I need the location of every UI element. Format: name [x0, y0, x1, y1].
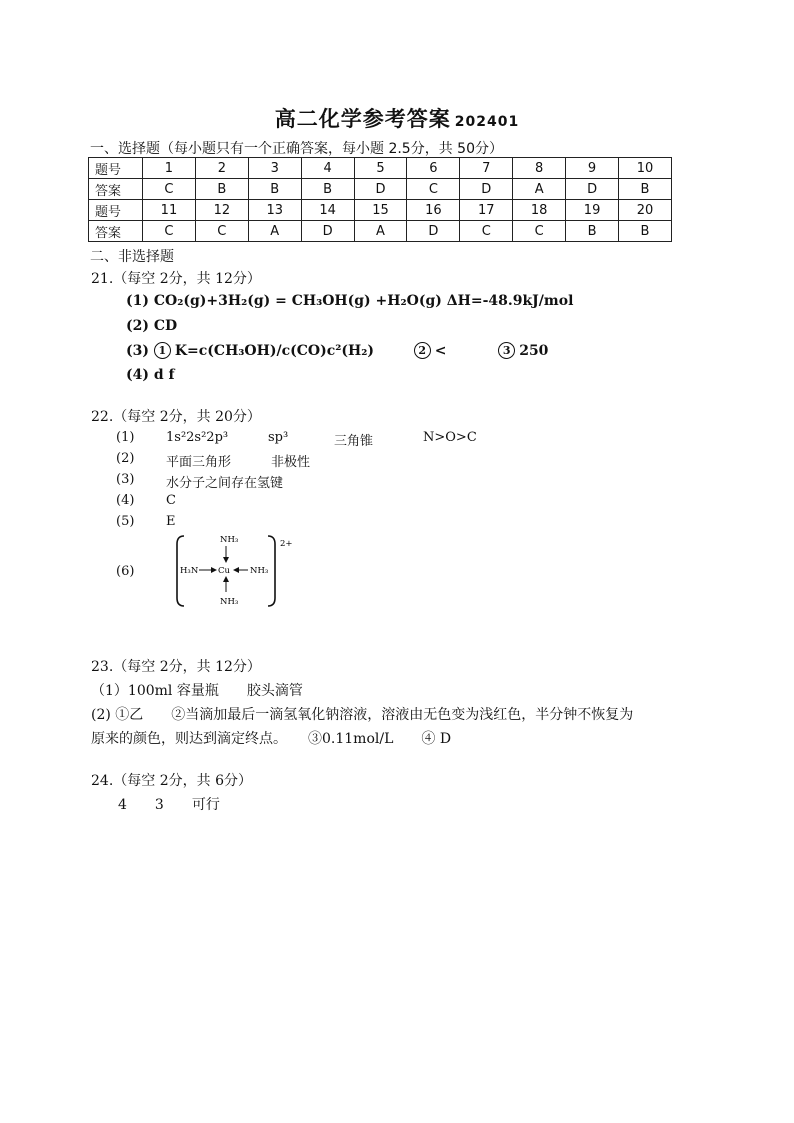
table-cell: C	[143, 221, 196, 242]
q22-item-3-reason: 水分子之间存在氢键	[166, 476, 284, 491]
table-cell: B	[301, 179, 354, 200]
q22-item-1-hybrid: sp³	[268, 430, 289, 445]
q24-heading: 24.（每空 2分，共 6分）	[91, 773, 252, 789]
table-cell: 4	[301, 158, 354, 179]
q21-answer-4: (4) d f	[126, 367, 175, 383]
table-cell: D	[407, 221, 460, 242]
q23-heading: 23.（每空 2分，共 12分）	[91, 659, 261, 675]
table-cell: 20	[619, 200, 672, 221]
table-cell: 16	[407, 200, 460, 221]
q22-item-4-answer: C	[166, 493, 176, 508]
q22-item-1-number: (1)	[116, 430, 135, 445]
q22-item-4	[116, 493, 176, 508]
circle-number-2: 2	[414, 342, 431, 359]
part1-heading: 一、选择题（每小题只有一个正确答案，每小题 2.5分，共 50分）	[90, 141, 503, 157]
q21-answer-1: (1) CO₂(g)+3H₂(g) = CH₃OH(g) +H₂O(g) ΔH=-48.9kJ/mol	[126, 293, 574, 309]
table-cell: 10	[619, 158, 672, 179]
table-row-header: 题号	[89, 158, 143, 179]
q21-answer-3-2: <	[434, 343, 447, 359]
right-bracket	[268, 536, 275, 606]
table-cell: 18	[513, 200, 566, 221]
table-cell: D	[566, 179, 619, 200]
q22-item-4-number: (4)	[116, 493, 135, 508]
table-cell: C	[143, 179, 196, 200]
table-cell: 6	[407, 158, 460, 179]
q23-answer-2-line-1: (2) ①乙 ②当滴加最后一滴氢氧化钠溶液，溶液由无色变为浅红色，半分钟不恢复为	[91, 707, 634, 723]
table-cell: D	[460, 179, 513, 200]
copper-ammonia-complex-diagram	[170, 530, 300, 612]
q22-item-1	[116, 430, 477, 449]
q22-item-2-shape: 平面三角形	[166, 455, 232, 470]
q22-item-5-number: (5)	[116, 514, 135, 529]
table-cell: 8	[513, 158, 566, 179]
table-row-header: 题号	[89, 200, 143, 221]
table-cell: A	[513, 179, 566, 200]
table-cell: 3	[248, 158, 301, 179]
q23-answer-1: （1）100ml 容量瓶 胶头滴管	[91, 683, 303, 699]
table-cell: 1	[143, 158, 196, 179]
complex-charge: 2+	[280, 539, 293, 549]
table-cell: 15	[354, 200, 407, 221]
table-cell: D	[354, 179, 407, 200]
nh3-bottom: NH₃	[220, 597, 239, 607]
q21-answer-3-prefix: (3)	[126, 343, 149, 359]
q21-answer-3	[126, 342, 548, 359]
table-row	[89, 179, 672, 200]
q22-item-2-polarity: 非极性	[271, 455, 311, 470]
table-cell: 5	[354, 158, 407, 179]
table-cell: B	[195, 179, 248, 200]
table-row	[89, 158, 672, 179]
table-row	[89, 221, 672, 242]
table-cell: B	[619, 221, 672, 242]
q22-item-5-answer: E	[166, 514, 176, 529]
table-cell: 14	[301, 200, 354, 221]
q22-item-2-number: (2)	[116, 451, 135, 466]
title-text: 高二化学参考答案	[274, 107, 451, 131]
nh3-top: NH₃	[220, 535, 239, 545]
table-row-header: 答案	[89, 221, 143, 242]
table-cell: A	[354, 221, 407, 242]
q22-item-6-number: (6)	[116, 564, 135, 579]
q23-answer-2-line-2: 原来的颜色，则达到滴定终点。 ③0.11mol/L ④ D	[91, 731, 452, 747]
table-cell: 9	[566, 158, 619, 179]
table-cell: B	[248, 179, 301, 200]
table-cell: 13	[248, 200, 301, 221]
table-cell: C	[513, 221, 566, 242]
q22-heading: 22.（每空 2分，共 20分）	[91, 409, 261, 425]
q21-heading: 21.（每空 2分，共 12分）	[91, 271, 261, 287]
table-cell: D	[301, 221, 354, 242]
q22-item-1-shape: 三角锥	[334, 434, 374, 449]
nh3-right: NH₃	[250, 566, 269, 576]
q22-item-5	[116, 514, 176, 529]
table-row-header: 答案	[89, 179, 143, 200]
q22-item-3	[116, 472, 284, 491]
copper-center: Cu	[218, 566, 230, 576]
table-cell: C	[195, 221, 248, 242]
table-cell: A	[248, 221, 301, 242]
table-cell: 11	[143, 200, 196, 221]
table-cell: B	[566, 221, 619, 242]
table-cell: C	[460, 221, 513, 242]
circle-number-3: 3	[498, 342, 515, 359]
table-cell: B	[619, 179, 672, 200]
table-cell: 2	[195, 158, 248, 179]
part2-heading: 二、非选择题	[90, 249, 174, 265]
table-cell: 7	[460, 158, 513, 179]
table-row	[89, 200, 672, 221]
q21-answer-2: (2) CD	[126, 318, 178, 334]
q22-item-1-order: N>O>C	[423, 430, 477, 445]
table-cell: C	[407, 179, 460, 200]
q22-item-3-number: (3)	[116, 472, 135, 487]
q22-item-2	[116, 451, 311, 470]
q22-item-1-config: 1s²2s²2p³	[166, 430, 229, 445]
q21-equilibrium-constant: K=c(CH₃OH)/c(CO)c²(H₂)	[174, 343, 374, 359]
title-code: 202401	[454, 114, 520, 130]
answer-table	[88, 157, 672, 242]
table-cell: 19	[566, 200, 619, 221]
h3n-left: H₃N	[180, 566, 199, 576]
q24-answer: 4 3 可行	[118, 797, 220, 813]
table-cell: 12	[195, 200, 248, 221]
page-title	[0, 103, 794, 133]
circle-number-1: 1	[154, 342, 171, 359]
table-cell: 17	[460, 200, 513, 221]
q21-answer-3-3: 250	[519, 343, 549, 359]
